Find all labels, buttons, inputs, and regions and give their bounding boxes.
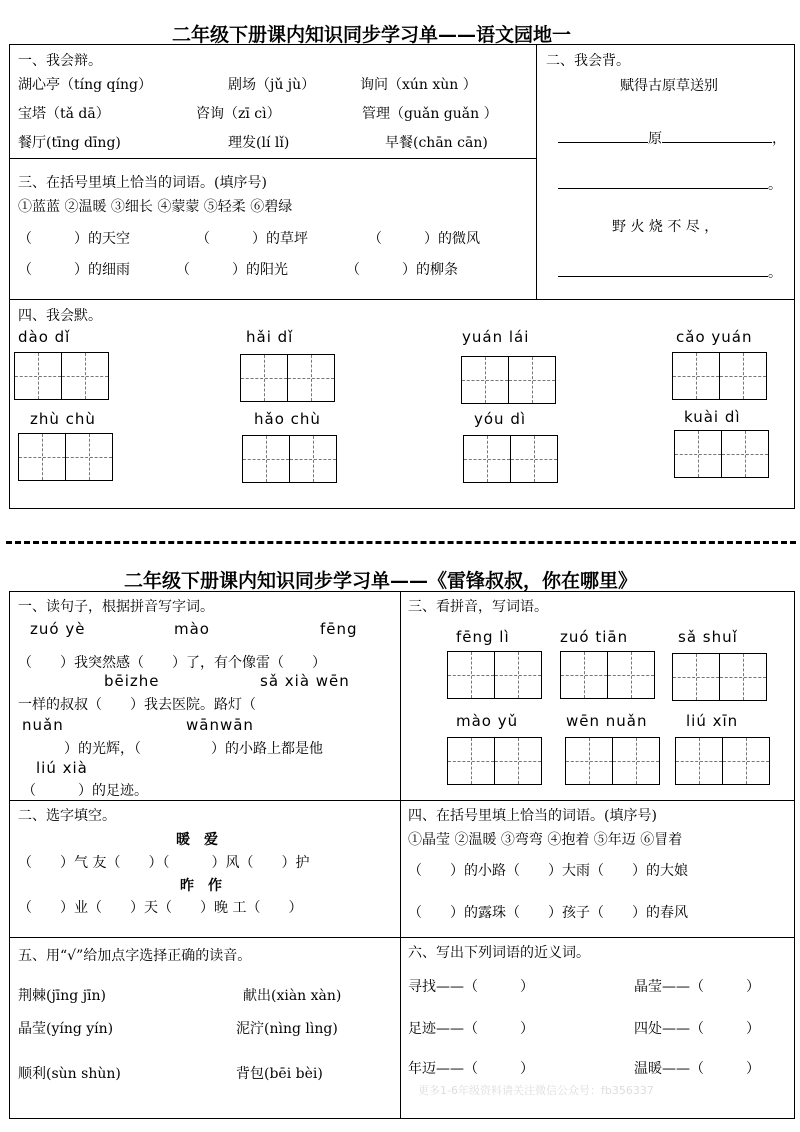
s3-blank[interactable]: （ ）的微风	[368, 231, 480, 247]
writing-grid[interactable]	[463, 435, 558, 483]
s1-item: 管理（guǎn guǎn ）	[362, 106, 498, 122]
writing-grid[interactable]	[240, 354, 335, 402]
s1-item: 理发(lí lǐ)	[228, 135, 290, 151]
s2-2-row: （ ）业（ ）天（ ）晚 工（ ）	[18, 900, 303, 916]
poem-line2-end: 。	[768, 177, 782, 193]
s2-1-sentence: （ ）的足迹。	[22, 783, 148, 799]
s1-item: 湖心亭（tíng qíng）	[18, 77, 152, 93]
s3-blank[interactable]: （ ）的天空	[18, 231, 130, 247]
sheet1-divider-h1	[9, 158, 537, 159]
writing-grid[interactable]	[447, 651, 542, 699]
s2-heading: 二、我会背。	[546, 53, 630, 69]
poem-line1-mid: 原	[648, 131, 662, 147]
s2-1-pinyin: zuó yè	[30, 620, 86, 638]
writing-grid[interactable]	[14, 352, 109, 400]
s4-pinyin: dào dǐ	[18, 328, 71, 346]
writing-grid[interactable]	[18, 433, 113, 481]
s2-3-pinyin: fēng lì	[456, 628, 510, 646]
s2-1-pinyin: nuǎn	[22, 716, 64, 734]
s2-4-options: ①晶莹 ②温暖 ③弯弯 ④抱着 ⑤年迈 ⑥冒着	[408, 832, 683, 848]
s2-6-item: 寻找——（ ）	[408, 979, 534, 995]
poem-line-4	[558, 262, 782, 282]
s2-6-item: 年迈——（ ）	[408, 1061, 534, 1077]
s2-4-heading: 四、在括号里填上恰当的词语。(填序号)	[408, 808, 657, 824]
s2-3-pinyin: wēn nuǎn	[566, 712, 648, 730]
s2-6-item: 足迹——（ ）	[408, 1021, 534, 1037]
s4-pinyin: zhù chù	[30, 410, 96, 428]
s2-5-item: 泥泞(nìng lìng)	[236, 1021, 338, 1037]
poem-line-3: 野 火 烧 不 尽 ，	[612, 219, 719, 235]
sheet2-title: 二年级下册课内知识同步学习单——《雷锋叔叔，你在哪里》	[124, 570, 638, 592]
s2-3-pinyin: sǎ shuǐ	[678, 628, 738, 646]
s4-pinyin: hǎo chù	[254, 410, 321, 428]
writing-grid[interactable]	[461, 356, 556, 404]
s3-blank[interactable]: （ ）的草坪	[196, 231, 308, 247]
poem-title: 赋得古原草送别	[620, 78, 718, 94]
s3-blank[interactable]: （ ）的细雨	[18, 262, 130, 278]
sheet2-divider-v	[400, 591, 401, 1119]
s4-pinyin: yuán lái	[462, 328, 530, 346]
s2-5-item: 晶莹(yíng yín)	[18, 1021, 114, 1037]
s2-1-pinyin: bēizhe	[104, 672, 160, 690]
writing-grid[interactable]	[447, 737, 542, 785]
s1-heading: 一、我会辩。	[18, 53, 102, 69]
writing-grid[interactable]	[242, 435, 337, 483]
s4-heading: 四、我会默。	[18, 308, 102, 324]
s1-item: 早餐(chān cān)	[385, 135, 488, 151]
s3-blank[interactable]: （ ）的阳光	[176, 262, 288, 278]
s4-pinyin: hǎi dǐ	[246, 328, 294, 346]
poem-line1-end: ，	[772, 131, 786, 147]
s4-pinyin: cǎo yuán	[676, 328, 753, 346]
s2-2-chars: 暖 爱	[176, 832, 218, 848]
writing-grid[interactable]	[672, 653, 767, 701]
s2-3-heading: 三、看拼音，写词语。	[408, 599, 548, 615]
s2-4-row: （ ）的露珠（ ）孩子（ ）的春风	[408, 905, 688, 921]
s2-6-heading: 六、写出下列词语的近义词。	[408, 945, 590, 961]
s4-pinyin: kuài dì	[684, 408, 741, 426]
s2-3-pinyin: liú xīn	[686, 712, 739, 730]
s2-5-heading: 五、用“√”给加点字选择正确的读音。	[18, 948, 252, 964]
s2-5-item: 顺利(sùn shùn)	[18, 1066, 121, 1082]
writing-grid[interactable]	[560, 651, 655, 699]
s3-options: ①蓝蓝 ②温暖 ③细长 ④蒙蒙 ⑤轻柔 ⑥碧绿	[18, 199, 293, 215]
sheet2-divider-h2	[9, 937, 795, 938]
writing-grid[interactable]	[674, 430, 769, 478]
s4-pinyin: yóu dì	[474, 410, 527, 428]
s3-blank[interactable]: （ ）的柳条	[346, 262, 458, 278]
writing-grid[interactable]	[675, 737, 770, 785]
s1-item: 询问（xún xùn ）	[360, 77, 477, 93]
writing-grid[interactable]	[672, 352, 767, 400]
sheet1-title: 二年级下册课内知识同步学习单——语文园地一	[172, 24, 572, 46]
poem-line-1	[558, 128, 786, 148]
s2-3-pinyin: mào yǔ	[456, 712, 519, 730]
s1-item: 餐厅(tīng dīng)	[18, 135, 121, 151]
s2-1-pinyin: liú xià	[36, 759, 88, 777]
s2-6-item: 晶莹——（ ）	[634, 979, 760, 995]
writing-grid[interactable]	[565, 737, 660, 785]
s2-1-sentence: （ ）我突然感（ ）了，有个像雷（ ）	[18, 655, 326, 671]
s2-1-sentence: ）的光辉，（ ）的小路上都是他	[22, 741, 323, 757]
s1-item: 宝塔（tǎ dā）	[18, 106, 110, 122]
s2-2-heading: 二、选字填空。	[18, 808, 116, 824]
s2-5-item: 献出(xiàn xàn)	[243, 988, 342, 1004]
s2-6-item: 温暖——（ ）	[634, 1061, 760, 1077]
s2-1-pinyin: fēng	[320, 620, 358, 638]
s2-1-pinyin: mào	[174, 620, 210, 638]
sheet2-divider-h1	[9, 800, 795, 801]
s1-item: 咨询（zī cì）	[196, 106, 281, 122]
s2-1-pinyin: sǎ xià wēn	[260, 672, 350, 690]
poem-line-2	[558, 174, 782, 194]
s2-6-item: 四处——（ ）	[634, 1021, 760, 1037]
s2-2-chars: 昨 作	[180, 878, 222, 894]
sheet1-divider-h2	[9, 299, 795, 300]
watermark: 更多1-6年级资料请关注微信公众号：fb356337	[418, 1084, 654, 1097]
poem-line4-end: 。	[768, 265, 782, 281]
cut-line	[6, 541, 796, 544]
s2-1-heading: 一、读句子，根据拼音写字词。	[18, 599, 214, 615]
s2-2-row: （ ）气 友（ ）（ ）风（ ）护	[18, 855, 310, 871]
s1-item: 剧场（jǔ jù）	[228, 77, 316, 93]
s2-5-item: 荆棘(jīng jīn)	[18, 988, 107, 1004]
s2-1-sentence: 一样的叔叔（ ）我去医院。路灯（	[18, 697, 256, 713]
s2-5-item: 背包(bēi bèi)	[236, 1066, 323, 1082]
s2-1-pinyin: wānwān	[186, 716, 254, 734]
s2-3-pinyin: zuó tiān	[560, 628, 629, 646]
sheet1-divider-v	[536, 44, 537, 300]
s3-heading: 三、在括号里填上恰当的词语。(填序号)	[18, 175, 267, 191]
s2-4-row: （ ）的小路（ ）大雨（ ）的大娘	[408, 863, 688, 879]
